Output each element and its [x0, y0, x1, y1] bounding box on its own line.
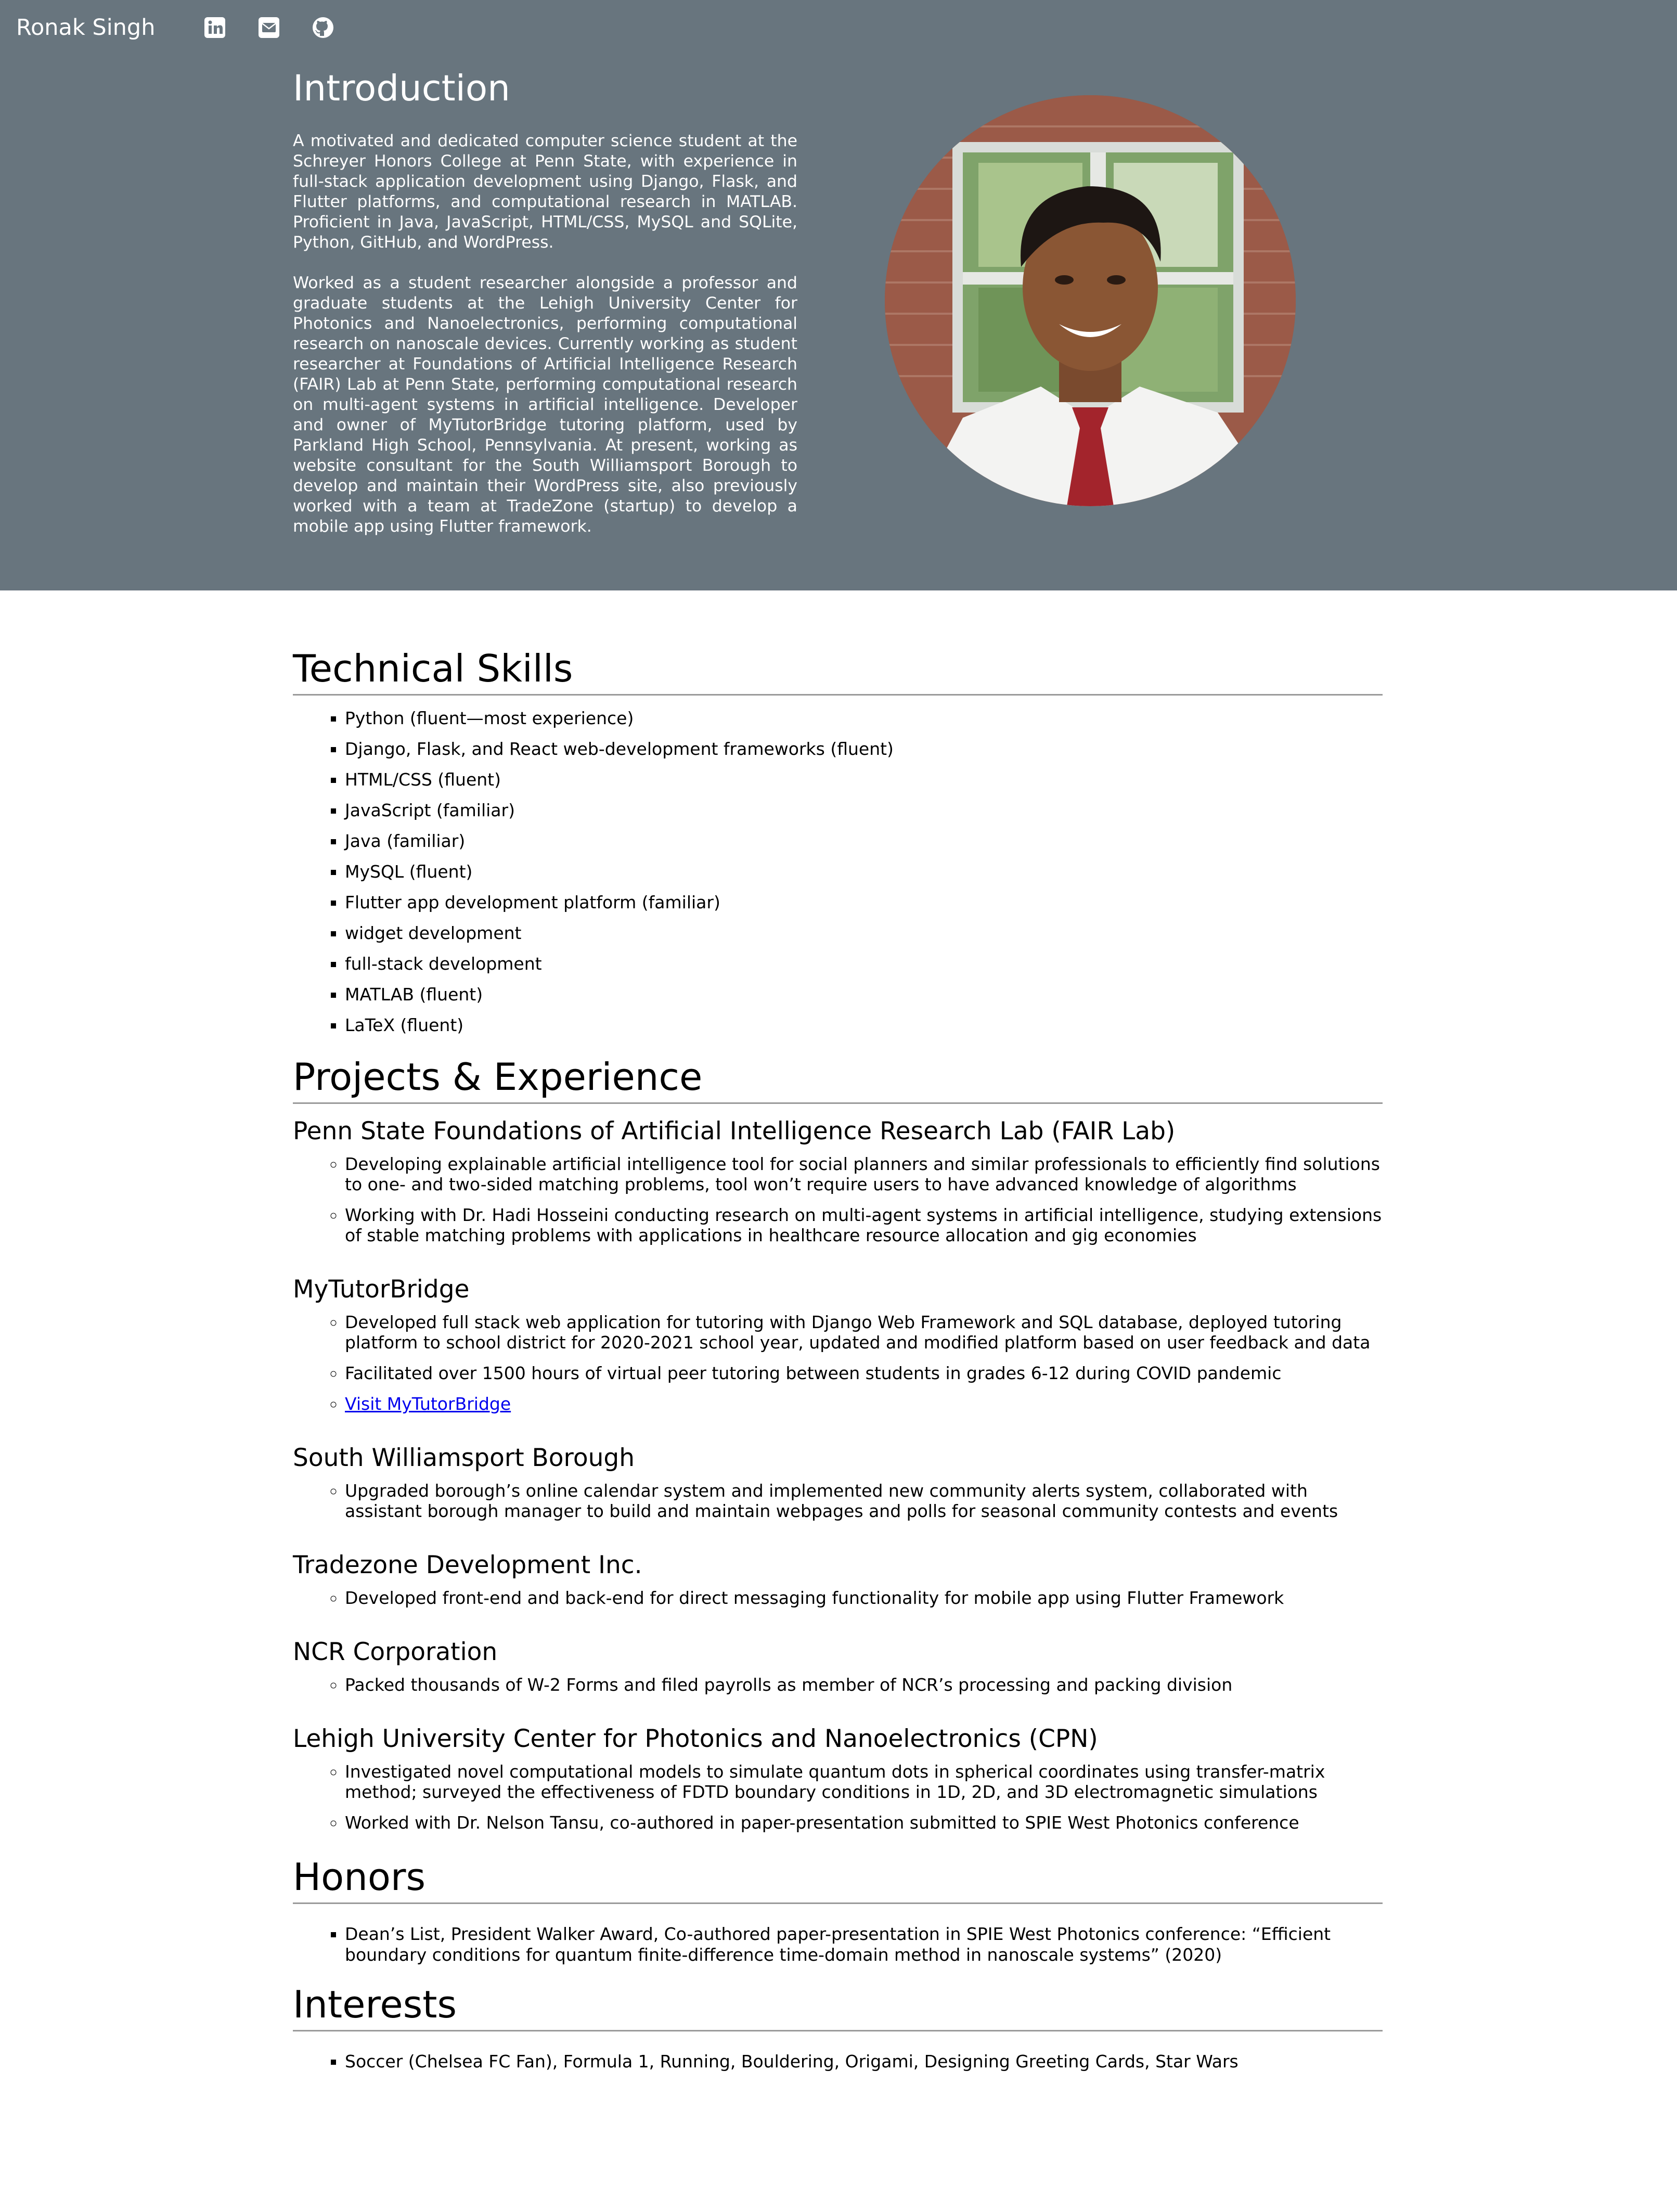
experience-entry: [293, 1550, 1383, 1608]
list-item: ▪ Flutter app development platform (familiar): [345, 892, 1383, 913]
section-title: Honors: [293, 1854, 1383, 1904]
experience-title: South Williamsport Borough: [293, 1444, 635, 1472]
list-item: ▪ HTML/CSS (fluent): [345, 769, 1383, 790]
interests-list: [293, 2051, 1383, 2072]
experience-title: Lehigh University Center for Photonics and Nanoelectronics (CPN): [293, 1725, 1098, 1753]
section-title: Technical Skills: [293, 645, 1383, 696]
experience-title: MyTutorBridge: [293, 1275, 470, 1304]
github-icon[interactable]: [311, 16, 335, 40]
skills-list: [293, 708, 1383, 1036]
list-item: ▪ MySQL (fluent): [345, 861, 1383, 882]
list-item: ▪ Dean’s List, President Walker Award, Co-authored paper-presentation in SPIE West Photonics conference: “Efficient boundary conditions for quantum finite-difference time-domain method in nanoscale systems” (2020): [345, 1924, 1383, 1965]
experience-title: Penn State Foundations of Artificial Intelligence Research Lab (FAIR Lab): [293, 1117, 1176, 1146]
brand-name[interactable]: Ronak Singh: [16, 14, 156, 41]
list-item: ◦ Developed full stack web application for tutoring with Django Web Framework and SQL database, deployed tutoring platform to school district for 2020-2021 school year, updated and modified platform based on user feedback and data: [345, 1312, 1383, 1353]
experience-bullets: [293, 1154, 1383, 1245]
experience-bullets: [293, 1481, 1383, 1521]
experience-entry: [293, 1443, 1383, 1521]
projects-section: [293, 1053, 1383, 1833]
list-item: ◦ Working with Dr. Hadi Hosseini conducting research on multi-agent systems in artificial intelligence, studying extensions of stable matching problems with applications in healthcare resource allocation and gig economies: [345, 1205, 1383, 1245]
mail-icon[interactable]: [257, 16, 281, 40]
experience-title: NCR Corporation: [293, 1638, 498, 1666]
experience-title: Tradezone Development Inc.: [293, 1551, 642, 1579]
interests-section: [293, 1981, 1383, 2072]
visit-mytutorbridge-link[interactable]: Visit MyTutorBridge: [345, 1394, 511, 1414]
list-item: ▪ LaTeX (fluent): [345, 1015, 1383, 1036]
list-item: ▪ widget development: [345, 923, 1383, 944]
list-item: ▪ MATLAB (fluent): [345, 984, 1383, 1005]
list-item: ◦ Developing explainable artificial intelligence tool for social planners and similar professionals to efficiently find solutions to one- and two-sided matching problems, tool won’t require users to have advanced knowledge of algorithms: [345, 1154, 1383, 1194]
experience-bullets: [293, 1761, 1383, 1833]
experience-entry: [293, 1637, 1383, 1695]
list-item: ▪ Python (fluent—most experience): [345, 708, 1383, 729]
intro-paragraph: A motivated and dedicated computer science student at the Schreyer Honors College at Penn State, with experience in full-stack application development using Django, Flask, and Flutter platforms, and computational research in MATLAB. Proficient in Java, JavaScript, HTML/CSS, MySQL and SQLite, Python, GitHub, and WordPress.: [293, 132, 797, 252]
intro-section: [0, 0, 1677, 590]
list-item: ▪ Java (familiar): [345, 831, 1383, 852]
list-item: ▪ full-stack development: [345, 954, 1383, 974]
list-item: ◦ Upgraded borough’s online calendar system and implemented new community alerts system, collaborated with assistant borough manager to build and maintain webpages and polls for seasonal community contests and events: [345, 1481, 1383, 1521]
list-item: ◦ Packed thousands of W-2 Forms and filed payrolls as member of NCR’s processing and packing division: [345, 1675, 1383, 1695]
experience-entry: [293, 1275, 1383, 1414]
experience-entry: [293, 1116, 1383, 1245]
honors-list: [293, 1924, 1383, 1965]
experience-bullets: [293, 1675, 1383, 1695]
experience-bullets: [293, 1312, 1383, 1414]
intro-paragraph: Worked as a student researcher alongside a professor and graduate students at the Lehigh University Center for Photonics and Nanoelectronics, performing computational research on nanoscale devices. Currently working as student researcher at Foundations of Artificial Intelligence Research (FAIR) Lab at Penn State, performing computational research on multi-agent systems in artificial intelligence. Developer and owner of MyTutorBridge tutoring platform, used by Parkland High School, Pennsylvania. At present, working as website consultant for the South Williamsport Borough to develop and maintain their WordPress site, also previously worked with a team at TradeZone (startup) to develop a mobile app using Flutter framework.: [293, 274, 797, 536]
list-item: ◦ Investigated novel computational models to simulate quantum dots in spherical coordinates using transfer-matrix method; surveyed the effectiveness of FDTD boundary conditions in 1D, 2D, and 3D electromagnetic simulations: [345, 1761, 1383, 1802]
list-item: ▪ JavaScript (familiar): [345, 800, 1383, 821]
list-item: ◦ Developed front-end and back-end for direct messaging functionality for mobile app using Flutter Framework: [345, 1588, 1383, 1608]
list-item: ◦ Facilitated over 1500 hours of virtual peer tutoring between students in grades 6-12 during COVID pandemic: [345, 1363, 1383, 1383]
section-title: Projects & Experience: [293, 1053, 1383, 1104]
technical-skills-section: [293, 645, 1383, 1036]
intro-text: [293, 131, 797, 557]
list-item: [345, 1394, 1383, 1414]
list-item: ◦ Worked with Dr. Nelson Tansu, co-authored in paper-presentation submitted to SPIE West Photonics conference: [345, 1812, 1383, 1833]
profile-photo: [885, 95, 1296, 506]
linkedin-icon[interactable]: [203, 16, 227, 40]
list-item: ▪ Django, Flask, and React web-development frameworks (fluent): [345, 739, 1383, 760]
experience-bullets: [293, 1588, 1383, 1608]
main-content: [293, 645, 1383, 2082]
list-item: ▪ Soccer (Chelsea FC Fan), Formula 1, Running, Bouldering, Origami, Designing Greeting Cards, Star Wars: [345, 2051, 1383, 2072]
honors-section: [293, 1854, 1383, 1965]
section-title: Interests: [293, 1981, 1383, 2031]
intro-title: Introduction: [293, 68, 510, 109]
experience-entry: [293, 1724, 1383, 1833]
top-navbar: [0, 0, 1677, 55]
